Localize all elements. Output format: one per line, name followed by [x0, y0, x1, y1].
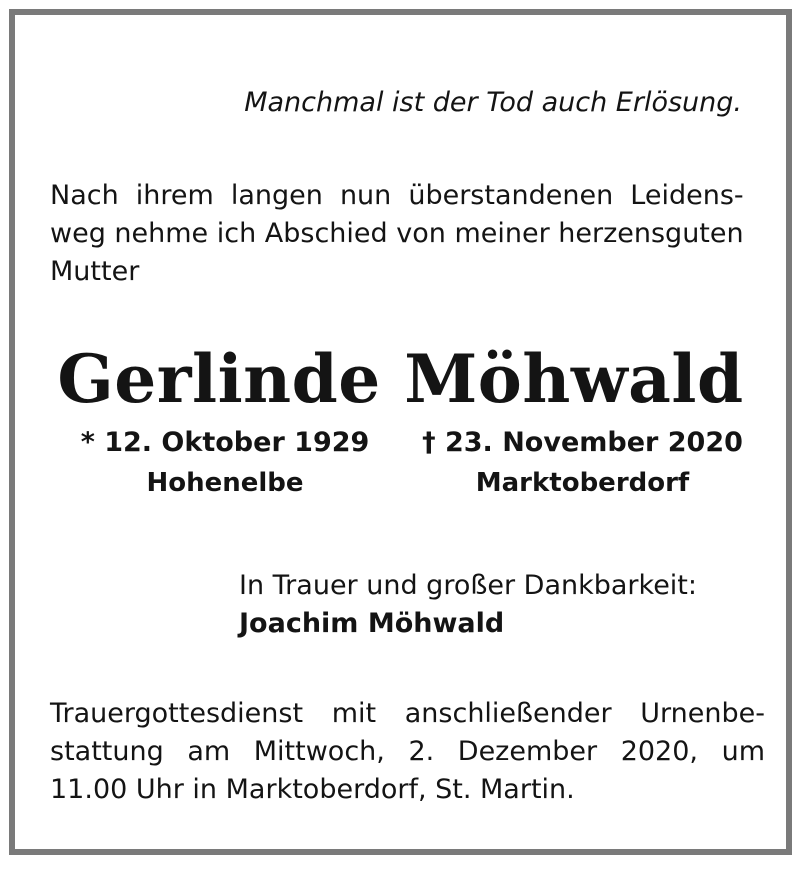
intro-line: Mutter — [50, 256, 140, 287]
deceased-name: Gerlinde Möhwald — [57, 340, 744, 418]
intro-line: weg nehme ich Abschied von meiner herzensguten — [50, 218, 744, 249]
service-line: 11.00 Uhr in Marktoberdorf, St. Martin. — [50, 774, 575, 805]
birth-block — [60, 427, 390, 498]
death-place: Marktoberdorf — [475, 468, 690, 498]
service-paragraph — [50, 695, 765, 809]
mourning-line: In Trauer und großer Dankbarkeit: — [239, 570, 697, 601]
service-line: Trauergottesdienst mit anschließender Urnenbe- — [50, 698, 765, 729]
death-block — [405, 427, 760, 498]
death-date: † 23. November 2020 — [422, 427, 743, 458]
motto-quote: Manchmal ist der Tod auch Erlösung. — [244, 87, 742, 118]
intro-paragraph — [50, 177, 744, 291]
notice-frame — [9, 9, 792, 855]
service-line: stattung am Mittwoch, 2. Dezember 2020, um — [50, 736, 765, 767]
mourning-block — [239, 567, 697, 643]
signer-name: Joachim Möhwald — [239, 608, 505, 639]
intro-line: Nach ihrem langen nun überstandenen Leidens- — [50, 180, 744, 211]
birth-place: Hohenelbe — [146, 468, 304, 498]
birth-date: * 12. Oktober 1929 — [80, 427, 370, 458]
